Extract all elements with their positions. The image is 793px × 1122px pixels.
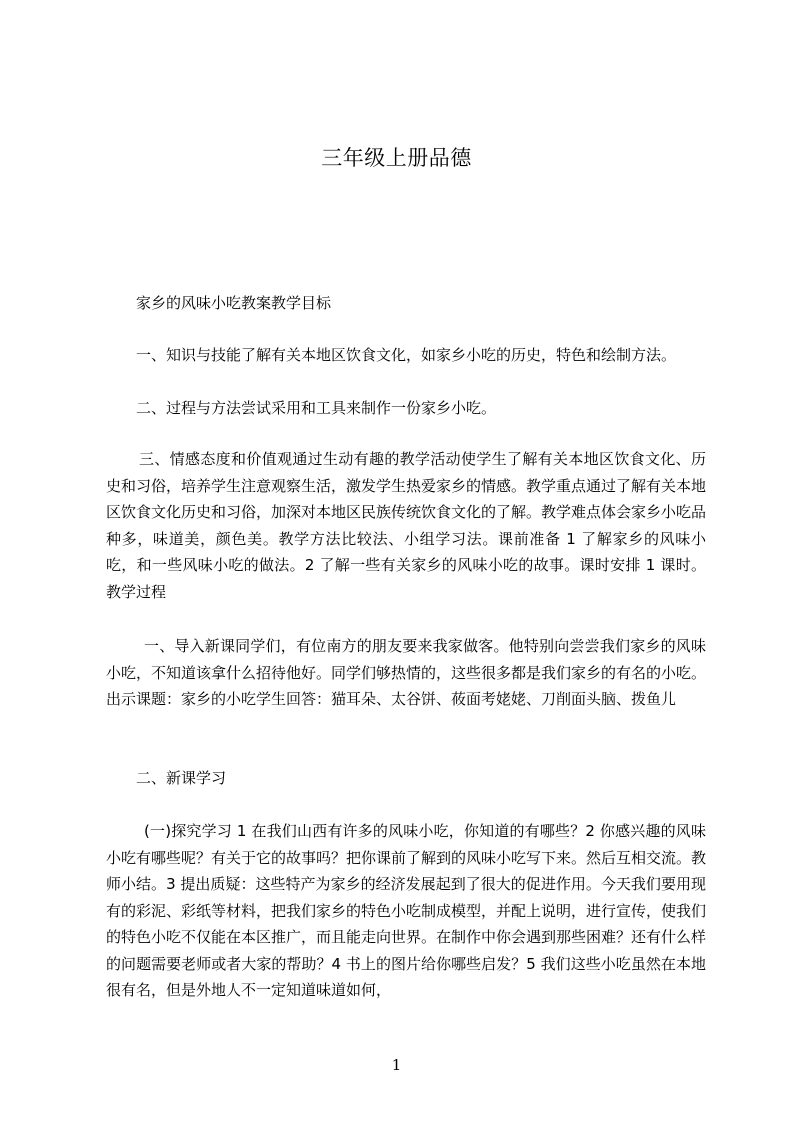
- paragraph-goal-process: 二、过程与方法尝试采用和工具来制作一份家乡小吃。: [136, 399, 497, 417]
- paragraph-goal-emotion: 三、情感态度和价值观通过生动有趣的教学活动使学生了解有关本地区饮食文化、历史和习俗，培养学生注意观察生活，激发学生热爱家乡的情感。教学重点通过了解有关本地区饮食文化历史和习俗，加深对本地区民族传统饮食文化的了解。教学难点体会家乡小吃品种多，味道美，颜色美。教学方法比较法、小组学习法。课前准备 1 了解家乡的风味小吃，和一些风味小吃的做法。2 了解一些有关家乡的风味小吃的故事。课时安排 1 课时。教学过程: [106, 450, 707, 601]
- document-title: 三年级上册品德: [321, 146, 472, 170]
- paragraph-exploration: (一)探究学习 1 在我们山西有许多的风味小吃，你知道的有哪些？2 你感兴趣的风味小吃有哪些呢？有关于它的故事吗？把你课前了解到的风味小吃写下来。然后互相交流。教师小结。3 提出质疑：这些特产为家乡的经济发展起到了很大的促进作用。今天我们要用现有的彩泥、彩纸等材料，把我们家乡的特色小吃制成模型，并配上说明，进行宣传，使我们的特色小吃不仅能在本区推广，而且能走向世界。在制作中你会遇到那些困难？还有什么样的问题需要老师或者大家的帮助？4 书上的图片给你哪些启发？5 我们这些小吃虽然在本地很有名，但是外地人不一定知道味道如何，: [106, 822, 707, 999]
- paragraph-introduction: 一、导入新课同学们，有位南方的朋友要来我家做客。他特别向尝尝我们家乡的风味小吃，不知道该拿什么招待他好。同学们够热情的，这些很多都是我们家乡的有名的小吃。出示课题：家乡的小吃学生回答：猫耳朵、太谷饼、莜面考姥姥、刀削面头脑、拨鱼儿: [106, 637, 707, 708]
- paragraph-goal-knowledge: 一、知识与技能了解有关本地区饮食文化，如家乡小吃的历史，特色和绘制方法。: [136, 346, 677, 364]
- paragraph-new-lesson-heading: 二、新课学习: [136, 769, 227, 787]
- page-number: 1: [391, 1056, 402, 1074]
- paragraph-lesson-heading: 家乡的风味小吃教案教学目标: [136, 294, 332, 312]
